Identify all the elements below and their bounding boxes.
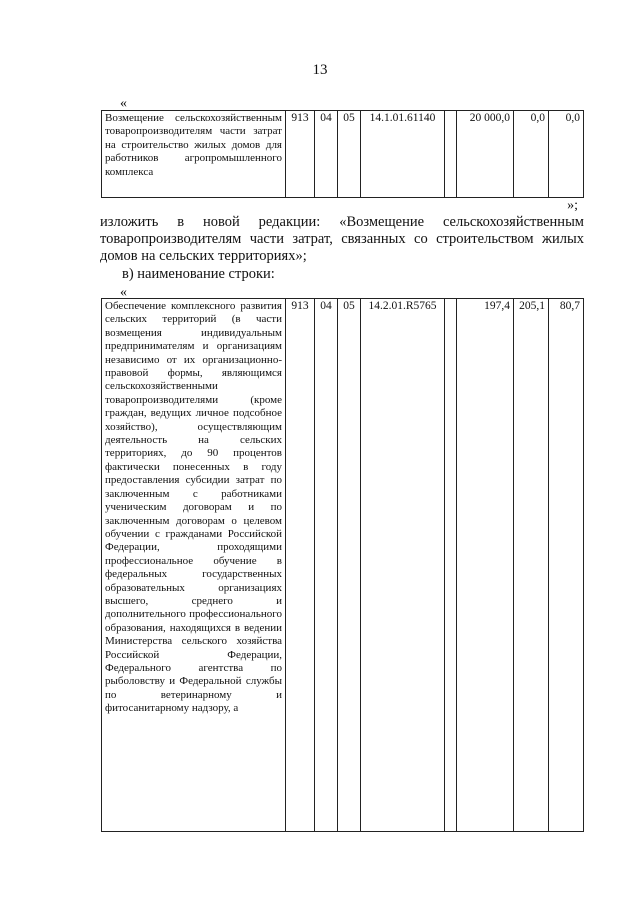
- amount-year-2: 205,1: [514, 299, 549, 832]
- amount-year-1: 197,4: [457, 299, 514, 832]
- amendment-paragraph: изложить в новой редакции: «Возмещение сельскохозяйственным товаропроизводителям части затрат, связанных со строительством жилых домов на сельских территориях»;: [100, 214, 584, 264]
- item-heading: в) наименование строки:: [122, 266, 275, 282]
- target-article-code: 14.2.01.R5765: [361, 299, 445, 832]
- amount-year-1: 20 000,0: [457, 111, 514, 198]
- row-name: Обеспечение комплексного развития сельских территорий (в части возмещения индивидуальным предпринимателям и организациям независимо от их организационно-правовой формы, являющимся сельскохозяйственными товаропроизводителями (кроме граждан, ведущих личное подсобное хозяйство), осуществляющим деятельность на сельских территориях, до 90 процентов фактически понесенных в году предоставления субсидии затрат по заключенным с работниками ученическим договорам и по заключенным договорам о целевом обучении с гражданами Российской Федерации, проходящими профессиональное обучение в федеральных государственных образовательных организациях высшего, среднего и дополнительного профессионального образования, находящихся в ведении Министерства сельского хозяйства Российской Федерации, Федерального агентства по рыболовству и Федеральной службы по ветеринарному и фитосанитарному надзору, а: [102, 299, 286, 832]
- budget-table-row-name: [101, 298, 584, 832]
- section-code: 04: [315, 111, 338, 198]
- opening-quote: «: [120, 96, 127, 111]
- section-code: 04: [315, 299, 338, 832]
- target-article-code: 14.1.01.61140: [361, 111, 445, 198]
- expense-type-code: [445, 299, 457, 832]
- amount-year-3: 0,0: [549, 111, 584, 198]
- closing-quote: »;: [567, 198, 578, 213]
- grbs-code: 913: [286, 299, 315, 832]
- row-name: Возмещение сельскохозяйственным товаропроизводителям части затрат на строительство жилых домов для работников агропромышленного комплекса: [102, 111, 286, 198]
- amount-year-3: 80,7: [549, 299, 584, 832]
- amount-year-2: 0,0: [514, 111, 549, 198]
- budget-table-original: [101, 110, 584, 198]
- opening-quote: «: [120, 285, 127, 300]
- subsection-code: 05: [338, 299, 361, 832]
- subsection-code: 05: [338, 111, 361, 198]
- grbs-code: 913: [286, 111, 315, 198]
- expense-type-code: [445, 111, 457, 198]
- page-number: 13: [312, 62, 328, 78]
- table-row: [102, 299, 584, 832]
- table-row: [102, 111, 584, 198]
